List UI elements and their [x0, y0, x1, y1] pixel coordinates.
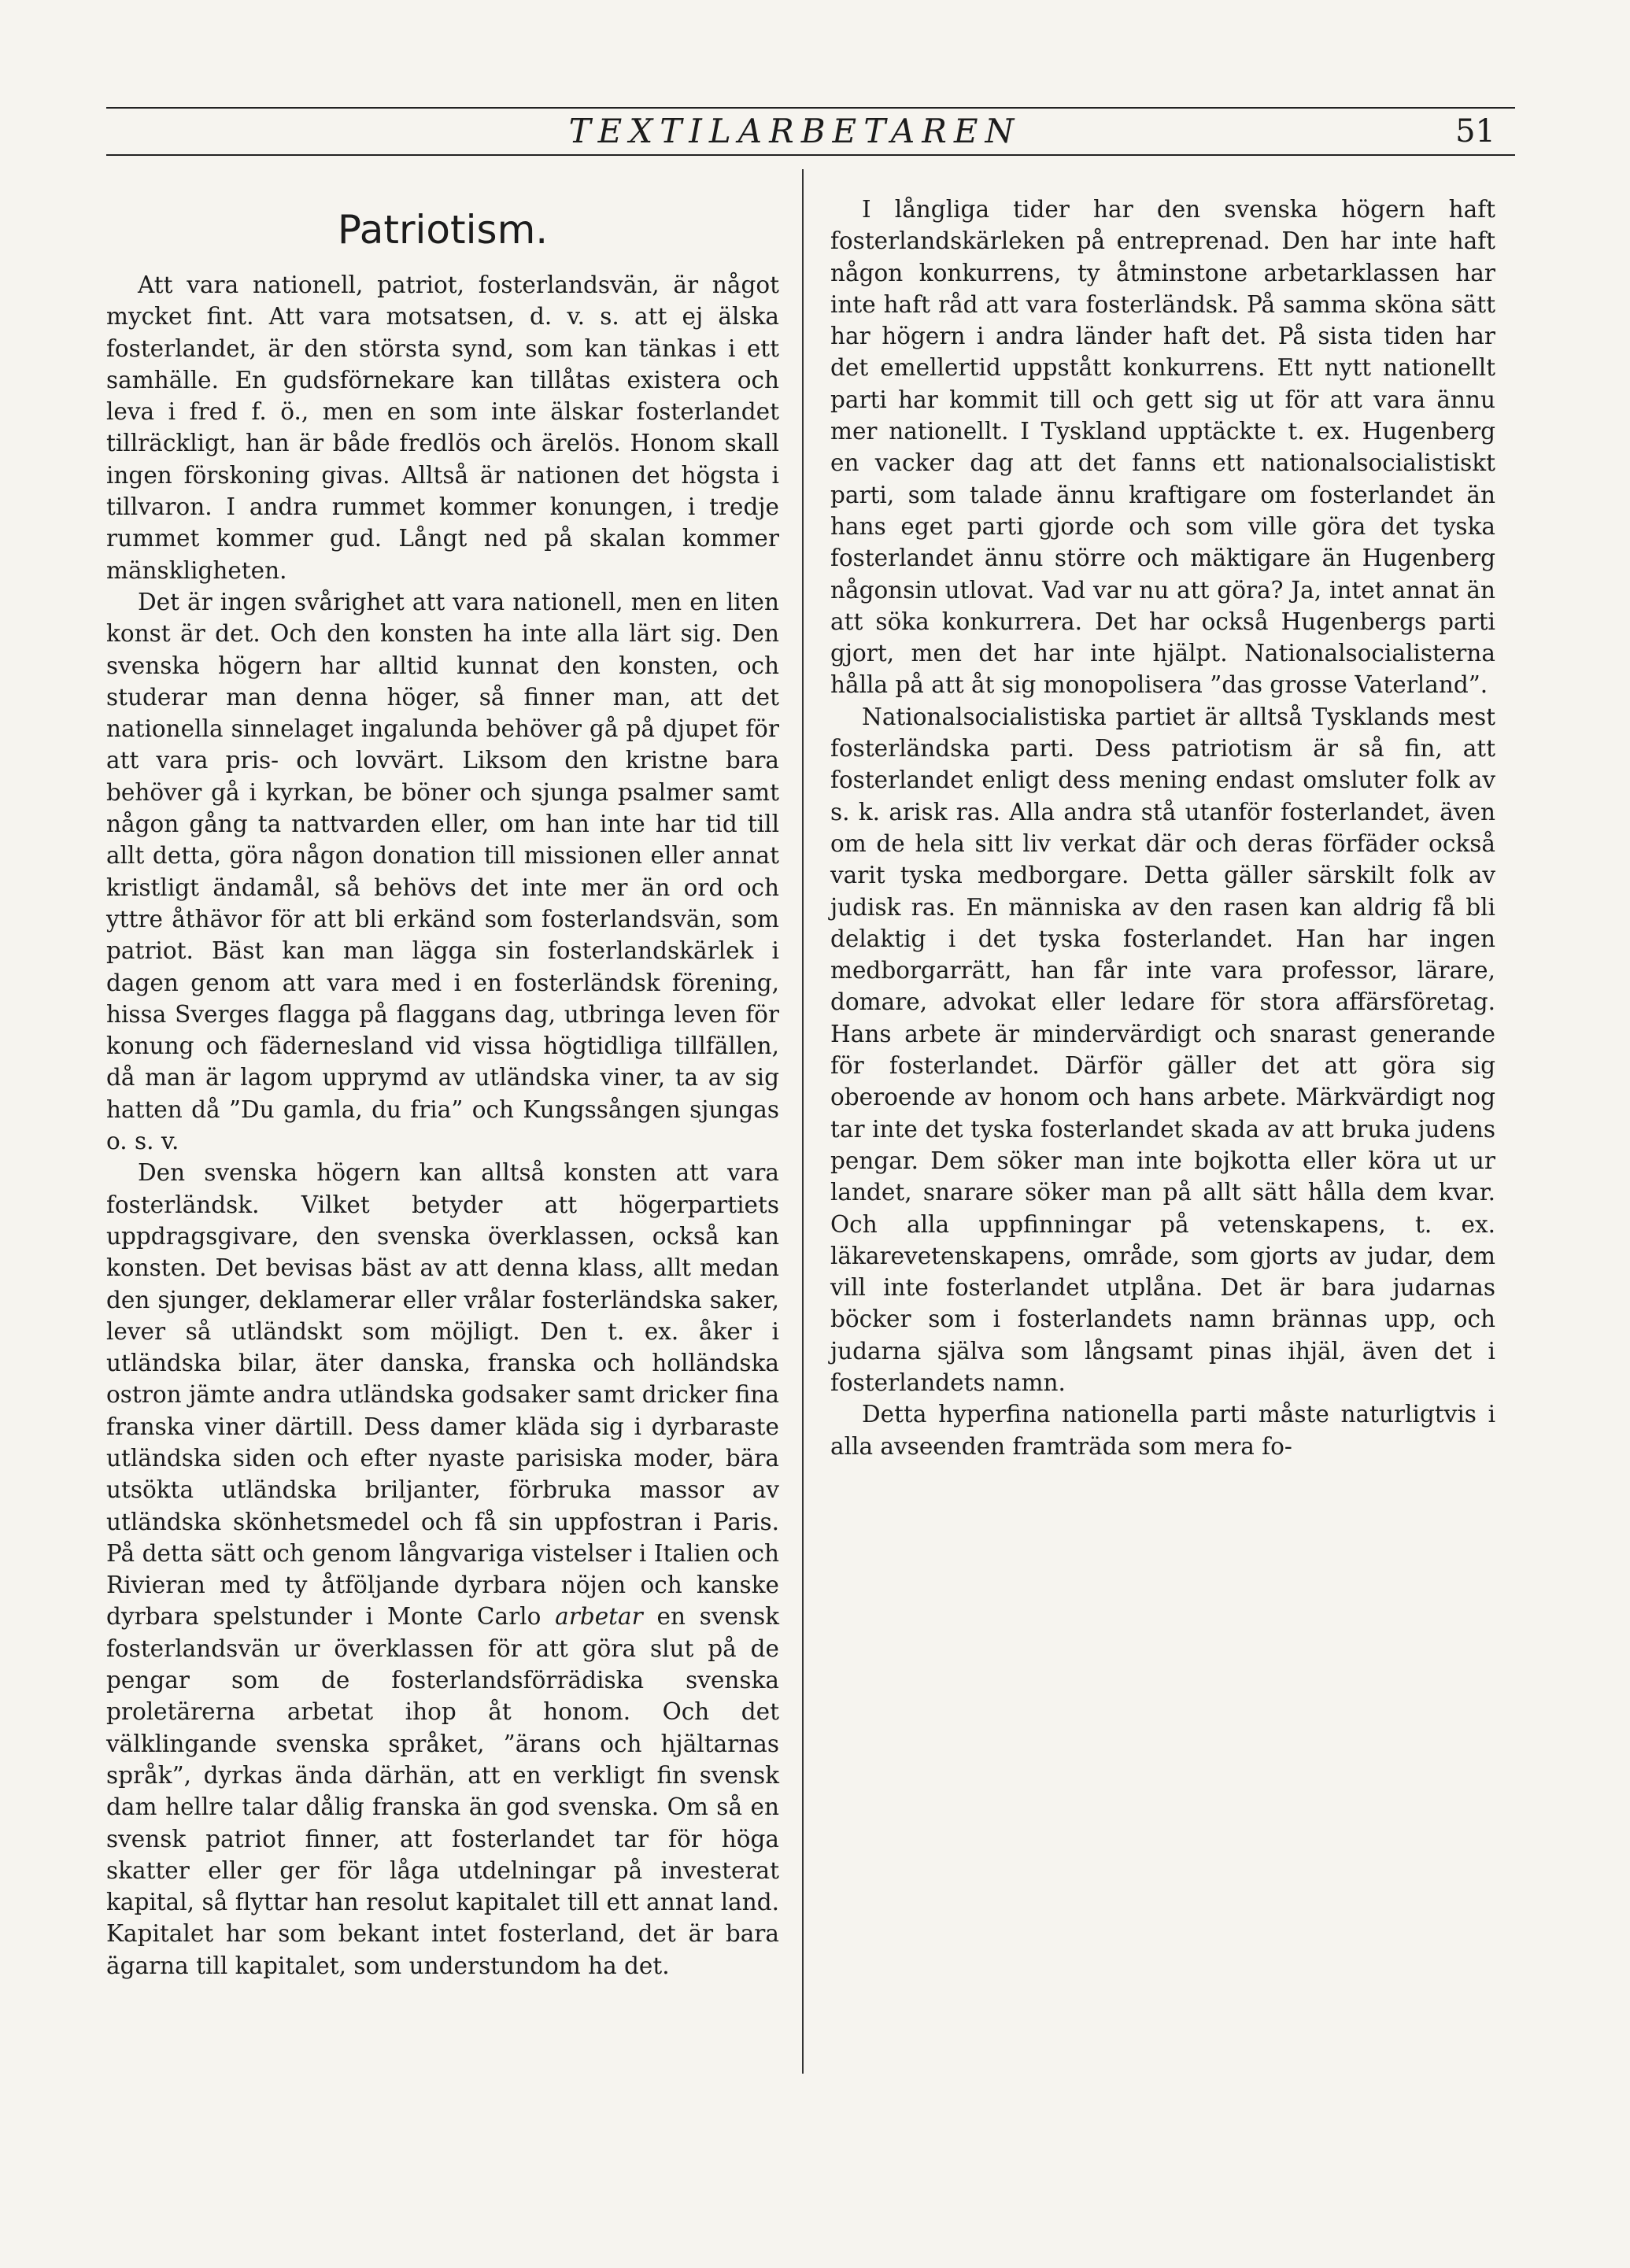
paragraph-1: Att vara nationell, patriot, fosterlandsvän, är något mycket fint. Att vara motsatsen, d. v. s. att ej älska fosterlandet, är den största synd, som kan tänkas i ett samhälle. En gudsförnekare kan tillåtas existera och leva i fred f. ö., men en som inte älskar fosterlandet tillräckligt, han är både fredlös och ärelös. Honom skall ingen förskoning givas. Alltså är nationen det högsta i tillvaron. I andra rummet kommer konungen, i tredje rummet kommer gud. Långt ned på skalan kommer mänskligheten. — [106, 271, 779, 584]
right-column — [830, 194, 1495, 1462]
paragraph-3 — [106, 1157, 779, 1982]
paragraph-3-text: Den svenska högern kan alltså konsten att vara fosterländsk. Vilket betyder att högerpartiets uppdragsgivare, den svenska överklassen, också kan konsten. Det bevisas bäst av att denna klass, allt medan den sjunger, deklamerar eller vrålar fosterländska saker, lever så utländskt som möjligt. Den t. ex. åker i utländska bilar, äter danska, franska och holländska ostron jämte andra utländska godsaker samt dricker fina franska viner därtill. Dess damer kläda sig i dyrbaraste utländska siden och efter nyaste parisiska moder, bära utsökta utländska briljanter, förbruka massor av utländska skönhetsmedel och få sin uppfostran i Paris. På detta sätt och genom långvariga vistelser i Italien och Rivieran med ty åtföljande dyrbara nöjen och kanske dyrbara spelstunder i Monte Carlo — [106, 1159, 779, 1631]
paragraph-2: Det är ingen svårighet att vara nationell, men en liten konst är det. Och den konsten ha inte alla lärt sig. Den svenska högern har alltid kunnat den konsten, och studerar man denna höger, så finner man, att det nationella sinnelaget ingalunda behöver gå på djupet för att vara pris- och lovvärt. Liksom den kristne bara behöver gå i kyrkan, be böner och sjunga psalmer samt någon gång ta nattvarden eller, om han inte har tid till allt detta, göra någon donation till missionen eller annat kristligt ändamål, så behövs det inte mer än ord och yttre åthävor för att bli erkänd som fosterlandsvän, som patriot. Bäst kan man lägga sin fosterlandskärlek i dagen genom att vara med i en fosterländsk förening, hissa Sverges flagga på flaggans dag, utbringa leven för konung och fädernesland vid vissa högtidliga tillfällen, då man är lagom upprymd av utländska viner, ta av sig hatten då ”Du gamla, du fria” och Kungssången sjungas o. s. v. — [106, 588, 779, 1155]
paragraph-4: I långliga tider har den svenska högern haft fosterlandskärleken på entreprenad. Den har inte haft någon konkurrens, ty åtminstone arbetarklassen har inte haft råd att vara fosterländsk. På samma sköna sätt har högern i andra länder haft det. På sista tiden har det emellertid uppstått konkurrens. Ett nytt nationellt parti har kommit till och gett sig ut för att vara ännu mer nationellt. I Tyskland upptäckte t. ex. Hugenberg en vacker dag att det fanns ett nationalsocialistiskt parti, som talade ännu kraftigare om fosterlandet än hans eget parti gjorde och som ville göra det tyska fosterlandet ännu större och mäktigare än Hugenberg någonsin utlovat. Vad var nu att göra? Ja, intet annat än att söka konkurrera. Det har också Hugenbergs parti gjort, men det har inte hjälpt. Nationalsocialisterna hålla på att åt sig monopolisera ”das grosse Vaterland”. — [830, 196, 1495, 699]
page-number: 51 — [1455, 113, 1495, 150]
column-divider — [802, 169, 804, 2074]
header-rule-bottom — [106, 154, 1515, 156]
italic-word: arbetar — [555, 1603, 643, 1631]
paragraph-3-continued: en svensk fosterlandsvän ur överklassen för att göra slut på de pengar som de fosterlandsförrädiska svenska proletärerna arbetat ihop åt honom. Och det välklingande svenska språket, ”ärans och hjältarnas språk”, dyrkas ända därhän, att en verkligt fin svensk dam hellre talar dålig franska än god svenska. Om så en svensk patriot finner, att fosterlandet tar för höga skatter eller ger för låga utdelningar på investerat kapital, så flyttar han resolut kapitalet till ett annat land. Kapitalet har som bekant intet fosterland, det är bara ägarna till kapitalet, som understundom ha det. — [106, 1603, 779, 1979]
publication-title: TEXTILARBETAREN — [568, 112, 1022, 150]
left-column — [106, 205, 779, 1982]
paragraph-6: Detta hyperfina nationella parti måste naturligtvis i alla avseenden framträda som mera fo- — [830, 1401, 1495, 1460]
paragraph-5: Nationalsocialistiska partiet är alltså Tysklands mest fosterländska parti. Dess patriotism är så fin, att fosterlandet enligt dess mening endast omsluter folk av s. k. arisk ras. Alla andra stå utanför fosterlandet, även om de hela sitt liv verkat där och deras förfäder också varit tyska medborgare. Detta gäller särskilt folk av judisk ras. En människa av den rasen kan aldrig få bli delaktig i det tyska fosterlandet. Han har ingen medborgarrätt, han får inte vara professor, lärare, domare, advokat eller ledare för stora affärsföretag. Hans arbete är mindervärdigt och snarast generande för fosterlandet. Därför gäller det att göra sig oberoende av honom och hans arbete. Märkvärdigt nog tar inte det tyska fosterlandet skada av att bruka judens pengar. Dem söker man inte bojkotta eller köra ut ur landet, snarare söker man på allt sätt hålla dem kvar. Och alla uppfinningar på vetenskapens, t. ex. läkarevetenskapens, område, som gjorts av judar, dem vill inte fosterlandet utplåna. Det är bara judarnas böcker som i fosterlandets namn brännas upp, och judarna själva som långsamt pinas ihjäl, även det i fosterlandets namn. — [830, 703, 1495, 1396]
article-title: Patriotism. — [337, 207, 549, 253]
header-rule-top — [106, 107, 1515, 109]
